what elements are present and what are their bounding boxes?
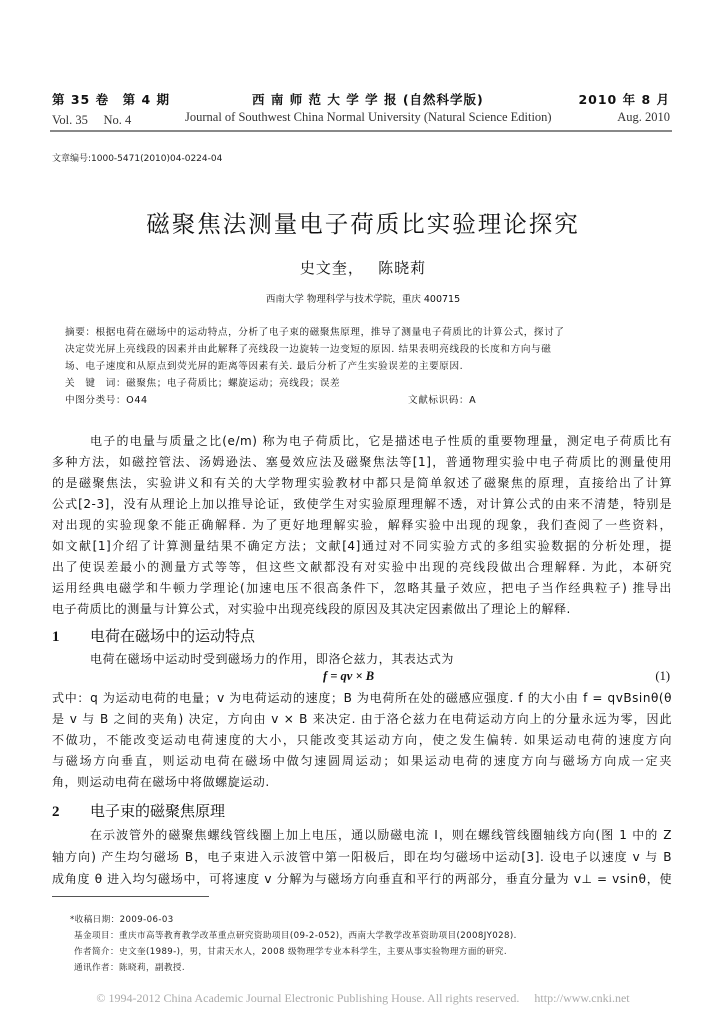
body-line: 成角度 θ 进入均匀磁场中，可将速度 v 分解为与磁场方向垂直和平行的两部分，垂直分量为 v⊥ = vsinθ，使 <box>52 872 672 886</box>
affiliation: 西南大学 物理科学与技术学院，重庆 400715 <box>265 294 461 305</box>
volume-issue-en: Vol. 35 No. 4 <box>52 113 132 127</box>
document-code: 文献标识码：A <box>408 395 477 406</box>
body-line: 多种方法，如磁控管法、汤姆逊法、塞曼效应法及磁聚焦法等[1]，普通物理实验中电子荷质比的测量使用 <box>52 455 672 469</box>
body-line: 的是磁聚焦法，实验讲义和有关的大学物理实验教材中都只是简单叙述了磁聚焦的原理，直接给出了计算 <box>52 476 672 490</box>
body-line: 电荷在磁场中运动时受到磁场力的作用，即洛仑兹力，其表达式为 <box>90 652 454 666</box>
body-line: 在示波管外的磁聚焦螺线管线圈上加上电压，通以励磁电流 I，则在螺线管线圈轴线方向(图 1 中的 Z <box>90 828 672 842</box>
body-line: 对出现的实验现象不能正确解释. 为了更好地理解实验，解释实验中出现的现象，我们查阅了一些资料， <box>52 518 672 532</box>
body-line: 是 v 与 B 之间的夹角) 决定，方向由 v × B 来决定. 由于洛仑兹力在电荷运动方向上的分量永远为零，因此 <box>52 712 672 726</box>
corresponding-author: 通讯作者：陈晓莉，副教授. <box>74 963 186 973</box>
author-bio: 作者简介：史文奎(1989-)，男，甘肃天水人，2008 级物理学专业本科学生，主要从事实验物理方面的研究. <box>74 947 507 957</box>
article-number: 文章编号:1000-5471(2010)04-0224-04 <box>52 154 223 164</box>
keywords: 关 键 词：磁聚焦；电子荷质比；螺旋运动；亮线段；误差 <box>65 378 341 389</box>
body-line: 式中：q 为运动电荷的电量；v 为电荷运动的速度；B 为电荷所在处的磁感应强度. f 的大小由 f = qvBsinθ(θ <box>52 691 672 705</box>
volume-issue-cn: 第 35 卷 第 4 期 <box>52 92 170 107</box>
received-date: *收稿日期：2009-06-03 <box>70 915 174 925</box>
section-title: 电子束的磁聚焦原理 <box>90 802 226 820</box>
journal-name-en: Journal of Southwest China Normal University (Natural Science Edition) <box>185 110 552 124</box>
section-title: 电荷在磁场中的运动特点 <box>90 627 256 645</box>
section-number: 1 <box>52 629 60 645</box>
body-line: 电子荷质比的测量与计算公式，对实验中出现亮线段的原因及其决定因素做出了理论上的解释. <box>52 602 571 616</box>
body-line: 电子的电量与质量之比(e/m) 称为电子荷质比，它是描述电子性质的重要物理量，测定电子荷质比有 <box>90 434 672 448</box>
body-line: 与磁场方向垂直，则运动电荷在磁场中做匀速圆周运动；如果运动电荷的速度方向与磁场方向成一定夹 <box>52 754 672 768</box>
body-line: 运用经典电磁学和牛顿力学理论(加速电压不很高条件下，忽略其量子效应，把电子当作经典粒子) 推导出 <box>52 581 672 595</box>
paper-title: 磁聚焦法测量电子荷质比实验理论探究 <box>146 210 580 238</box>
section-number: 2 <box>52 804 60 820</box>
issue-date-cn: 2010 年 8 月 <box>578 92 670 107</box>
equation-1: f = qv × B <box>323 669 375 683</box>
clc-number: 中图分类号：O44 <box>65 395 148 406</box>
body-line: 轴方向) 产生均匀磁场 B，电子束进入示波管中第一阳极后，即在均匀磁场中运动[3]. 设电子以速度 v 与 B <box>52 850 672 864</box>
issue-date-en: Aug. 2010 <box>617 110 670 124</box>
abstract-line: 决定荧光屏上亮线段的因素并由此解释了亮线段一边旋转一边变短的原因. 结果表明亮线段的长度和方向与磁 <box>65 344 552 355</box>
body-line: 如文献[1]介绍了计算测量结果不确定方法；文献[4]通过对不同实验方式的多组实验数据的分析处理，提 <box>52 539 672 553</box>
abstract-line: 场、电子速度和从原点到荧光屏的距离等因素有关. 最后分析了产生实验误差的主要原因. <box>65 361 464 372</box>
body-line: 公式[2-3]，没有从理论上加以推导论证，致使学生对实验原理理解不透，对计算公式的由来不清楚，特别是 <box>52 497 672 511</box>
journal-name-cn: 西 南 师 范 大 学 学 报 (自然科学版) <box>252 92 484 107</box>
header-rule <box>50 130 672 132</box>
section-2-heading <box>52 800 225 821</box>
section-1-heading <box>52 625 255 646</box>
abstract-line: 摘要：根据电荷在磁场中的运动特点，分析了电子束的磁聚焦原理，推导了测量电子荷质比的计算公式，探讨了 <box>65 327 565 338</box>
body-line: 出了使误差最小的测量方式等等，但这些文献都没有对实验中出现的亮线段做出合理解释. 为此，本研究 <box>52 560 672 574</box>
authors: 史文奎， 陈晓莉 <box>299 259 427 277</box>
footnote-rule <box>52 896 209 897</box>
fund-info: 基金项目：重庆市高等教育教学改革重点研究资助项目(09-2-052)，西南大学教学改革资助项目(2008JY028). <box>74 931 517 941</box>
equation-number: (1) <box>655 669 670 683</box>
body-line: 角，则运动电荷在磁场中将做螺旋运动. <box>52 775 270 789</box>
body-line: 不做功，不能改变运动电荷速度的大小，只能改变其运动方向，使之发生偏转. 如果运动电荷的速度方向 <box>52 733 672 747</box>
copyright-notice: © 1994-2012 China Academic Journal Electronic Publishing House. All rights reserved. http://www.cnki.net <box>96 991 630 1005</box>
